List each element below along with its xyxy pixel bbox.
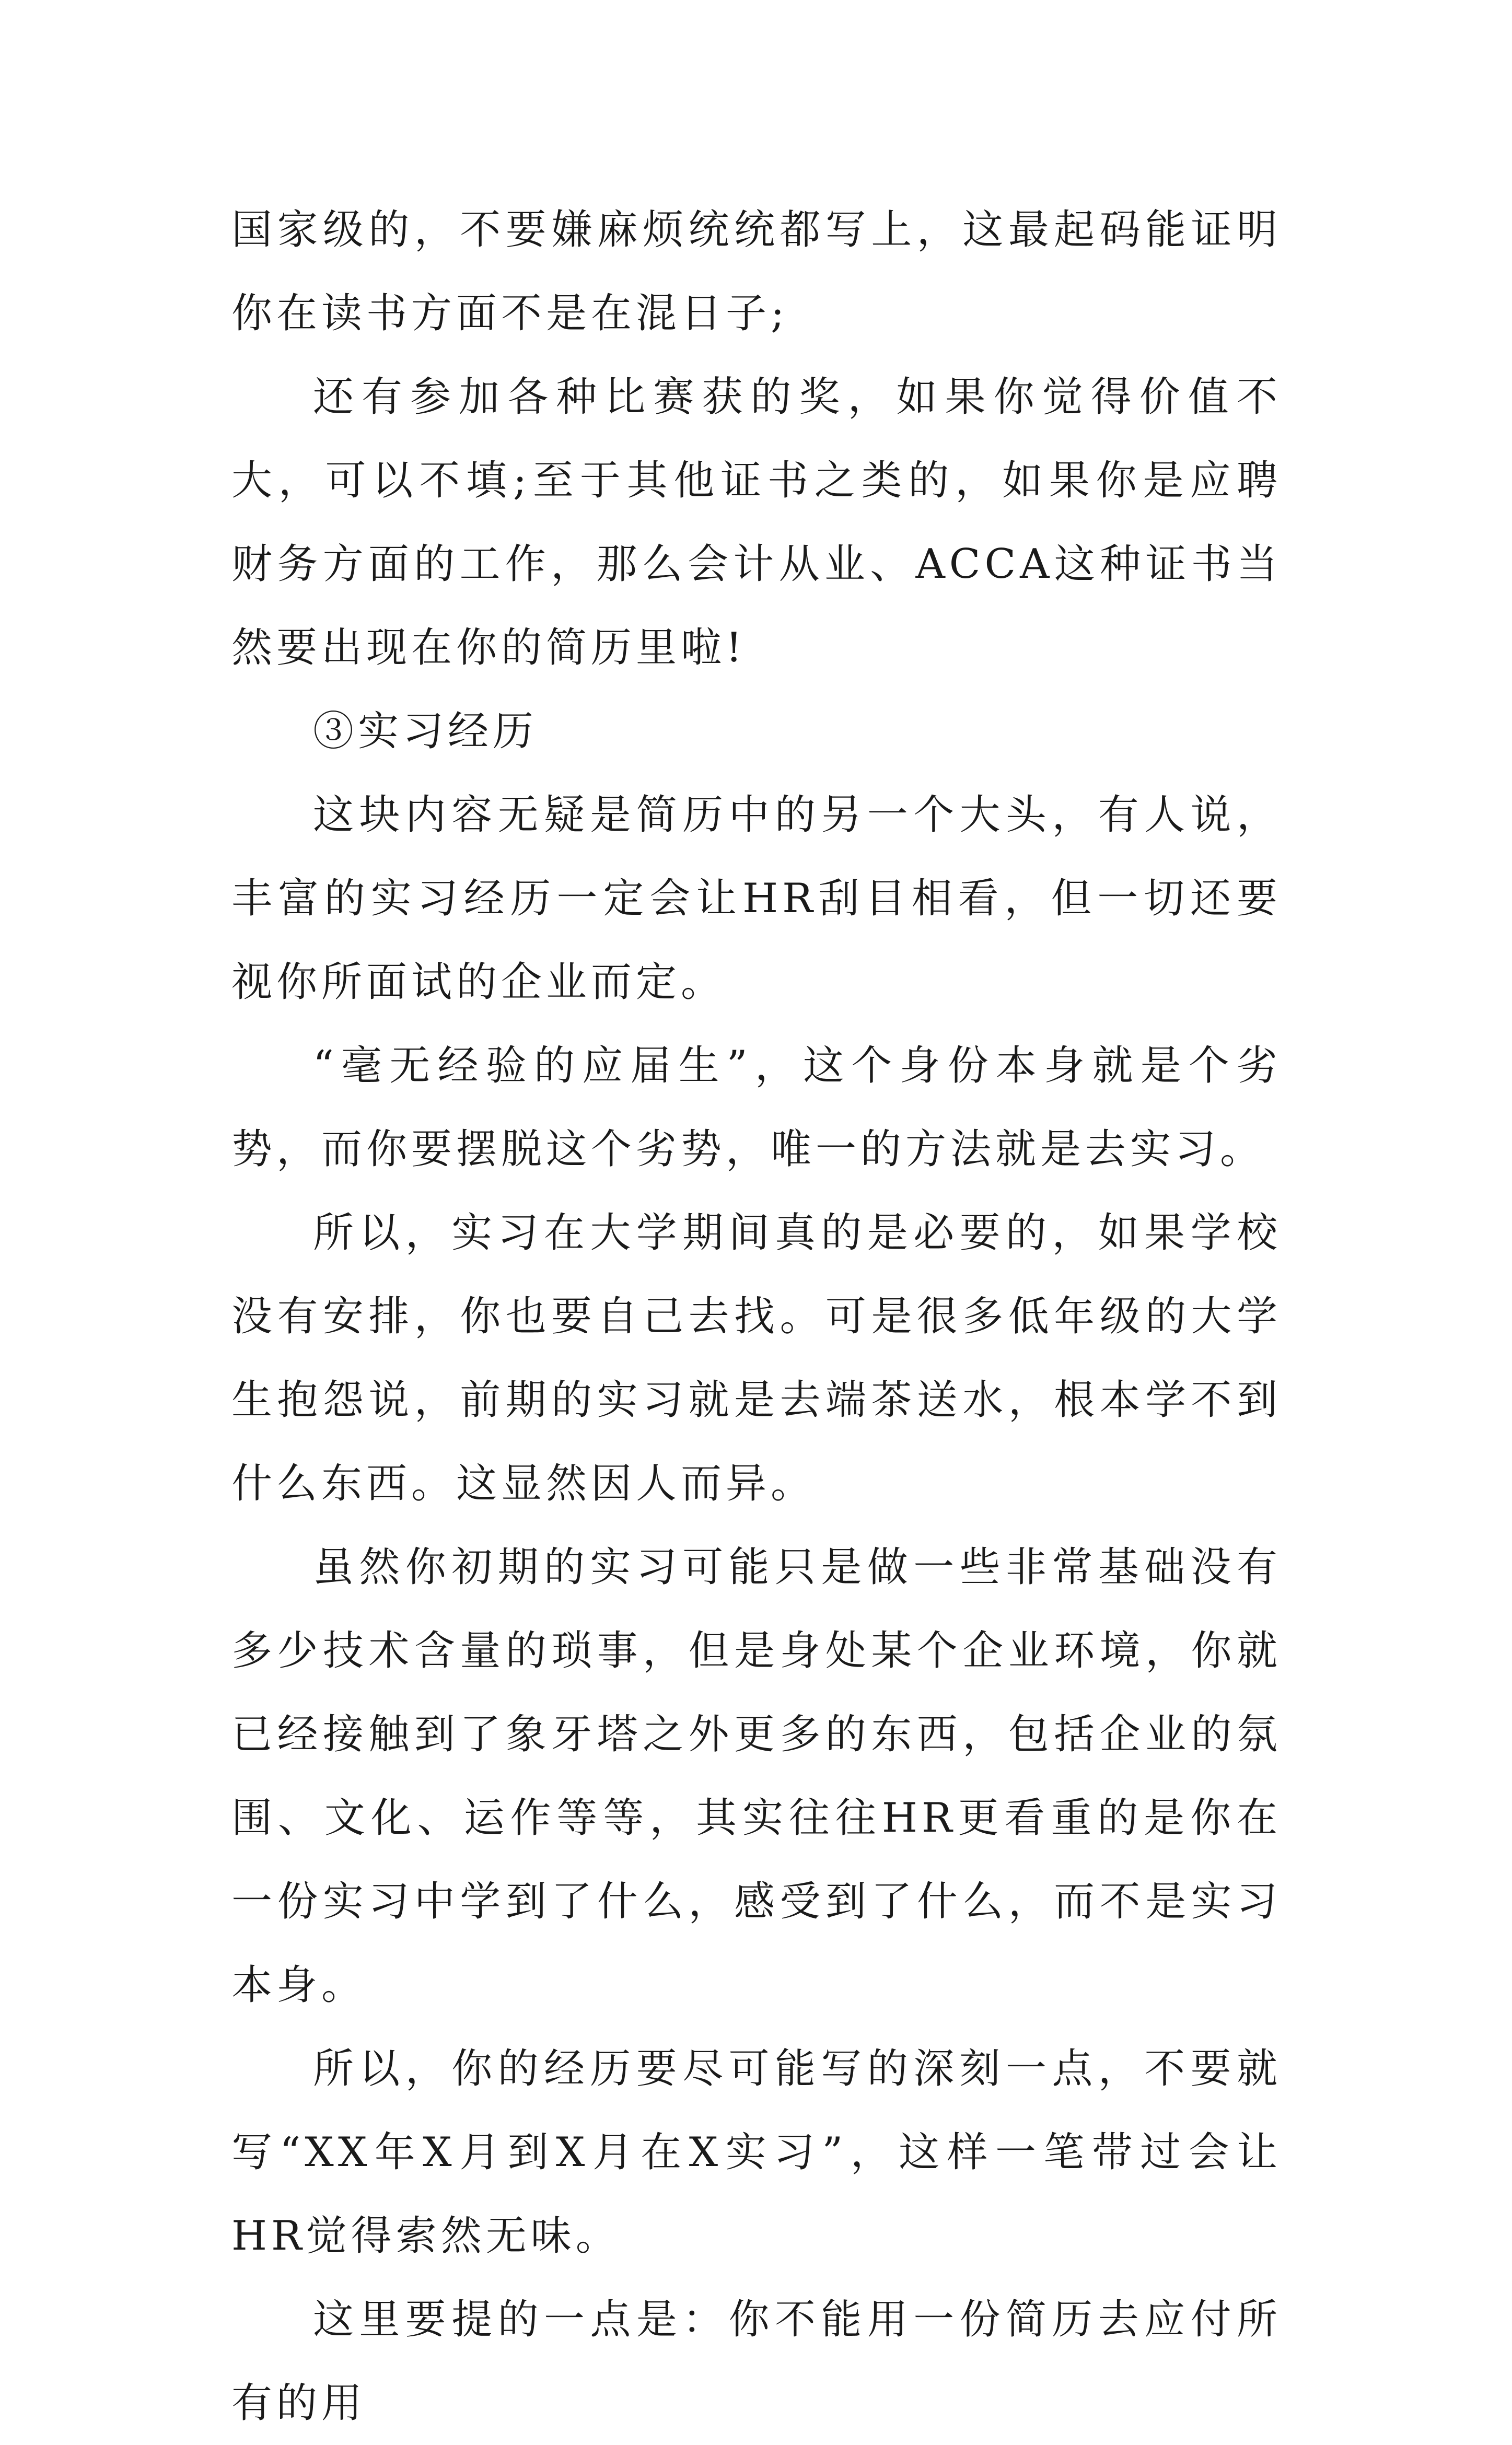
- section-heading-internship: ③实习经历: [313, 708, 538, 755]
- paragraph-continuation: 国家级的，不要嫌麻烦统统都写上，这最起码能证明你在读书方面不是在混日子;: [231, 206, 1282, 337]
- paragraph-one-resume-note: 这里要提的一点是：你不能用一份简历去应付所有的用: [231, 2296, 1282, 2427]
- paragraph-internship-necessity: 所以，实习在大学期间真的是必要的，如果学校没有安排，你也要自己去找。可是很多低年级的大学生抱怨说，前期的实习就是去端茶送水，根本学不到什么东西。这显然因人而异。: [231, 1209, 1282, 1507]
- paragraph-fresh-graduate: “毫无经验的应届生”，这个身份本身就是个劣势，而你要摆脱这个劣势，唯一的方法就是去实习。: [231, 1042, 1282, 1173]
- paragraph-internship-intro: 这块内容无疑是简历中的另一个大头，有人说，丰富的实习经历一定会让HR刮目相看，但一切还要视你所面试的企业而定。: [231, 791, 1282, 1006]
- paragraph-write-deeply: 所以，你的经历要尽可能写的深刻一点，不要就写“XX年X月到X月在X实习”，这样一笔带过会让HR觉得索然无味。: [231, 2045, 1282, 2260]
- document-body: [231, 188, 1282, 2445]
- paragraph-awards-certificates: 还有参加各种比赛获的奖，如果你觉得价值不大，可以不填;至于其他证书之类的，如果你是应聘财务方面的工作，那么会计从业、ACCA这种证书当然要出现在你的简历里啦!: [231, 374, 1282, 671]
- paragraph-early-internship: 虽然你初期的实习可能只是做一些非常基础没有多少技术含量的琐事，但是身处某个企业环境，你就已经接触到了象牙塔之外更多的东西，包括企业的氛围、文化、运作等等，其实往往HR更看重的是你在一份实习中学到了什么，感受到了什么，而不是实习本身。: [231, 1544, 1282, 2009]
